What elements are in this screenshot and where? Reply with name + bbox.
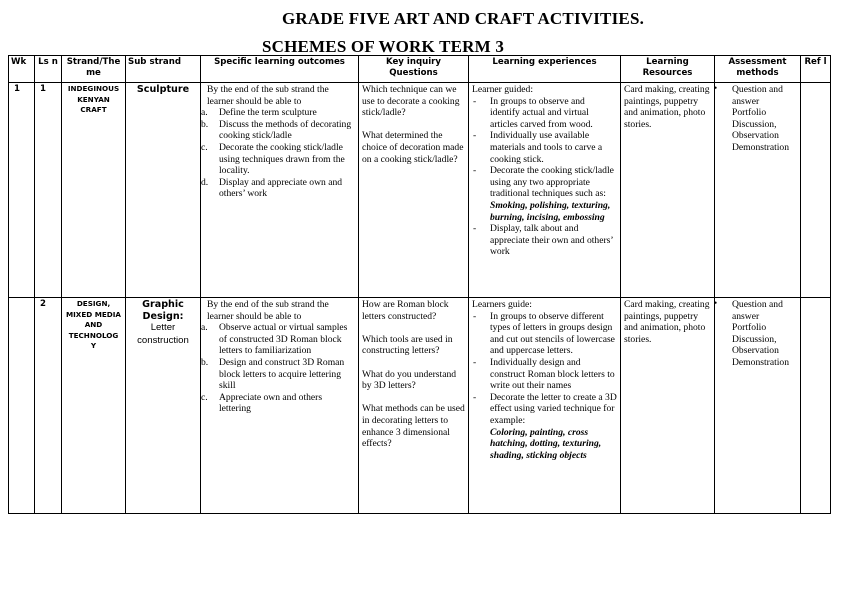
strand-cell: DESIGN, MIXED MEDIA AND TECHNOLOG Y — [62, 298, 126, 514]
outcome-text: Appreciate own and others lettering — [219, 391, 323, 415]
experience-item — [472, 165, 617, 223]
list-marker: c. — [201, 391, 208, 403]
outcomes-cell — [201, 298, 359, 514]
document-title: GRADE FIVE ART AND CRAFT ACTIVITIES. — [281, 9, 645, 28]
list-marker: c. — [201, 141, 208, 153]
experiences-intro: Learners guide: — [472, 299, 532, 310]
dash-marker: - — [473, 95, 477, 107]
outcomes-list — [201, 107, 355, 200]
experiences-list — [472, 311, 617, 462]
schemes-of-work-table — [8, 55, 831, 514]
assessment-list — [732, 84, 797, 154]
outcome-text: Decorate the cooking stick/ladle using techniques drawn from the locality. — [219, 141, 345, 177]
experience-item — [472, 223, 617, 258]
header-questions: Key inquiry Questions — [359, 56, 469, 83]
assessment-method: Demonstration — [732, 141, 790, 153]
outcome-text: Discuss the methods of decorating cooking stick/ladle — [219, 118, 352, 142]
outcome-text: Observe actual or virtual samples of constructed 3D Roman block letters to familiarization — [219, 322, 348, 357]
outcome-text: Design and construct 3D Roman block letters to acquire lettering skill — [219, 356, 345, 392]
dash-marker: - — [473, 130, 477, 142]
experience-item — [472, 311, 617, 357]
list-marker: b. — [201, 118, 209, 130]
sub-strand-title: Graphic Design: — [142, 299, 184, 322]
ref-cell — [801, 298, 831, 514]
experience-text: Display, talk about and appreciate their own and others’ work — [490, 223, 613, 258]
experience-text: In groups to observe and identify actual and virtual articles carved from wood. — [490, 95, 593, 130]
dash-marker: - — [473, 310, 477, 322]
experience-text: Decorate the cooking stick/ladle using any two appropriate traditional techniques such as: — [490, 165, 614, 200]
sub-strand-cell — [126, 83, 201, 298]
outcome-item — [201, 118, 355, 142]
list-marker: b. — [201, 356, 209, 368]
sub-strand-title: Sculpture — [136, 84, 190, 95]
outcome-text: Define the term sculpture — [219, 107, 317, 119]
outcomes-intro: By the end of the sub strand the learner should be able to — [207, 84, 329, 107]
assessment-cell — [715, 83, 801, 298]
sub-strand-cell — [126, 298, 201, 514]
technique-examples: Coloring, painting, cross hatching, dotting, texturing, shading, sticking objects — [490, 426, 602, 461]
experiences-cell — [469, 298, 621, 514]
lesson-cell: 2 — [35, 298, 62, 514]
document-subtitle: SCHEMES OF WORK TERM 3 — [261, 37, 505, 56]
table-row — [9, 83, 831, 298]
assessment-method: Discussion, — [732, 333, 777, 345]
outcome-item — [201, 356, 355, 392]
outcome-item — [201, 107, 355, 119]
experience-item — [472, 357, 617, 392]
experience-text: In groups to observe different types of letters in groups design and cut out stencils of lowercase and uppercase letters. — [490, 310, 615, 357]
experiences-cell — [469, 83, 621, 298]
experience-text: Decorate the letter to create a 3D effect using varied technique for example: — [490, 391, 617, 426]
assessment-method: Discussion, — [732, 118, 777, 130]
header-strand: Strand/The me — [62, 56, 126, 83]
experiences-list — [472, 96, 617, 258]
questions-cell — [359, 298, 469, 514]
header-resources: Learning Resources — [621, 56, 715, 83]
outcomes-list — [201, 322, 355, 415]
inquiry-question: What determined the choice of decoration made on a cooking stick/ladle? — [362, 130, 464, 165]
header-experiences: Learning experiences — [469, 56, 621, 83]
outcomes-intro: By the end of the sub strand the learner should be able to — [207, 299, 329, 322]
inquiry-question: What do you understand by 3D letters? — [362, 368, 457, 392]
list-marker: d. — [201, 176, 209, 188]
outcome-item — [201, 176, 355, 200]
dash-marker: - — [473, 391, 477, 403]
assessment-method: Observation — [732, 130, 779, 142]
dash-marker: - — [473, 356, 477, 368]
bullet-icon: • — [714, 83, 718, 93]
outcome-item — [201, 141, 355, 177]
list-marker: a. — [201, 322, 208, 334]
list-marker: a. — [201, 107, 208, 119]
header-row — [9, 56, 831, 83]
experience-item — [472, 392, 617, 462]
questions-cell — [359, 83, 469, 298]
inquiry-question: Which tools are used in constructing letters? — [362, 333, 453, 357]
bullet-icon: • — [714, 298, 718, 308]
week-cell — [9, 298, 35, 514]
outcome-item — [201, 391, 355, 415]
header-assessment: Assessment methods — [715, 56, 801, 83]
header-week: Wk — [9, 56, 35, 83]
outcome-text: Display and appreciate own and others’ work — [219, 176, 343, 200]
outcomes-cell — [201, 83, 359, 298]
header-lesson: Ls n — [35, 56, 62, 83]
table-row — [9, 298, 831, 514]
outcome-item — [201, 322, 355, 357]
inquiry-question: What methods can be used in decorating letters to enhance 3 dimensional effects? — [362, 403, 465, 450]
inquiry-question: Which technique can we use to decorate a cooking stick/ladle? — [362, 84, 460, 119]
experience-text: Individually design and construct Roman block letters to write out their names — [490, 356, 615, 392]
dash-marker: - — [473, 223, 477, 235]
experience-item — [472, 130, 617, 165]
strand-cell: INDEGINOUS KENYAN CRAFT — [62, 83, 126, 298]
assessment-list — [732, 299, 797, 369]
lesson-cell: 1 — [35, 83, 62, 298]
ref-cell — [801, 83, 831, 298]
resources-cell: Card making, creating paintings, puppetry and animation, photo stories. — [621, 83, 715, 298]
assessment-method: Question and answer — [732, 84, 783, 107]
assessment-method: Demonstration — [732, 356, 790, 368]
assessment-method: Question and answer — [732, 299, 783, 322]
dash-marker: - — [473, 165, 477, 177]
sub-strand-subtitle: Letter construction — [137, 322, 189, 346]
experience-text: Individually use available materials and tools to carve a cooking stick. — [490, 130, 603, 165]
assessment-method: Portfolio — [732, 107, 767, 119]
inquiry-question: How are Roman block letters constructed? — [362, 299, 449, 322]
assessment-method: Portfolio — [732, 322, 767, 334]
experiences-intro: Learner guided: — [472, 84, 533, 95]
assessment-method: Observation — [732, 345, 779, 357]
week-cell: 1 — [9, 83, 35, 298]
header-sub-strand: Sub strand — [126, 56, 201, 83]
technique-examples: Smoking, polishing, texturing, burning, incising, embossing — [490, 199, 611, 223]
experience-item — [472, 96, 617, 131]
resources-cell: Card making, creating paintings, puppetry and animation, photo stories. — [621, 298, 715, 514]
assessment-cell — [715, 298, 801, 514]
header-outcomes: Specific learning outcomes — [201, 56, 359, 83]
header-ref: Ref l — [801, 56, 831, 83]
